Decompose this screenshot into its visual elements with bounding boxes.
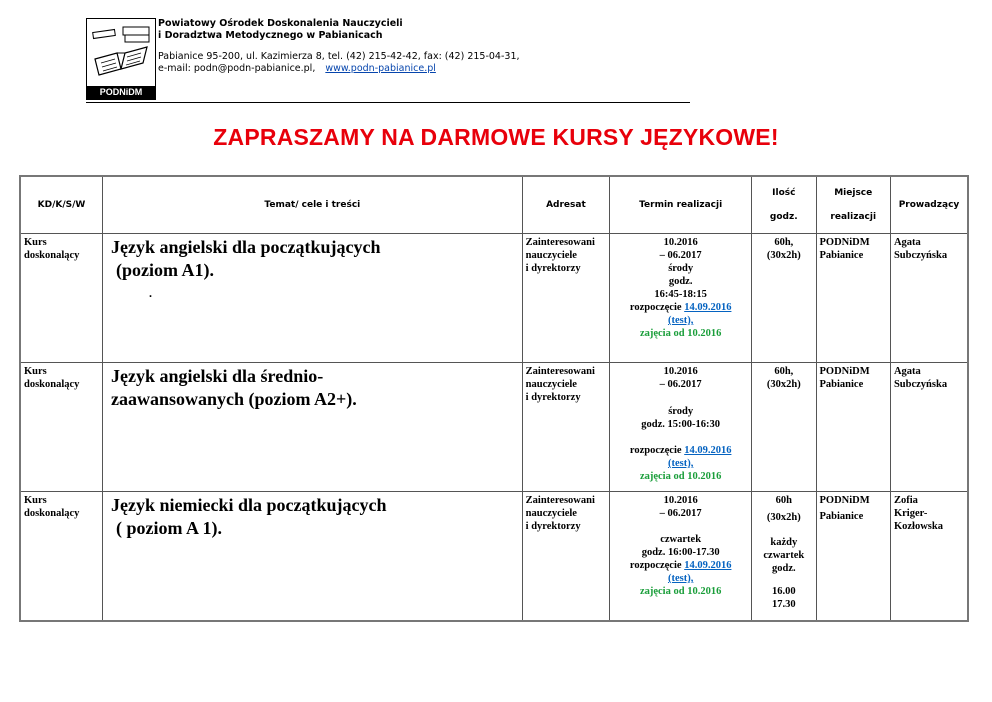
course-hours: 60h, (30x2h) (752, 234, 816, 363)
test-link[interactable]: (test), (667, 458, 694, 469)
table-header-row (20, 176, 968, 234)
header-type: KD/K/S/W (20, 176, 103, 234)
organization-info (158, 18, 520, 75)
course-schedule: 10.2016 – 06.2017 środy godz. 15:00-16:30 rozpoczęcie 14.09.2016 (test), zajęcia od 10.2016 (610, 363, 752, 492)
course-teacher: Agata Subczyńska (890, 234, 968, 363)
course-place: PODNiDM Pabianice (816, 492, 890, 622)
header-teacher: Prowadzący (890, 176, 968, 234)
table-row (20, 363, 968, 492)
course-teacher: Agata Subczyńska (890, 363, 968, 492)
course-schedule: 10.2016 – 06.2017 środy godz. 16:45-18:15 rozpoczęcie 14.09.2016 (test), zajęcia od 10.2016 (610, 234, 752, 363)
header-place: Miejsce realizacji (816, 176, 890, 234)
course-place: PODNiDM Pabianice (816, 234, 890, 363)
course-audience: Zainteresowani nauczyciele i dyrektorzy (522, 234, 610, 363)
course-topic: Język niemiecki dla początkujących ( poziom A 1). (103, 492, 523, 622)
course-place: PODNiDM Pabianice (816, 363, 890, 492)
courses-table (19, 175, 969, 622)
course-topic: Język angielski dla średnio- zaawansowanych (poziom A2+). (103, 363, 523, 492)
letterhead (86, 18, 690, 103)
start-date-link[interactable]: 14.09.2016 (684, 445, 732, 456)
page-title: ZAPRASZAMY NA DARMOWE KURSY JĘZYKOWE! (213, 124, 779, 150)
start-date-link[interactable]: 14.09.2016 (684, 302, 732, 313)
course-type: Kurs doskonalący (20, 363, 103, 492)
course-hours: 60h, (30x2h) (752, 363, 816, 492)
test-link[interactable]: (test), (667, 315, 694, 326)
course-topic: Język angielski dla początkujących (poziom A1). . (103, 234, 523, 363)
org-name-line1: Powiatowy Ośrodek Doskonalenia Nauczycieli (158, 18, 403, 29)
course-audience: Zainteresowani nauczyciele i dyrektorzy (522, 492, 610, 622)
course-type: Kurs doskonalący (20, 234, 103, 363)
course-teacher: Zofia Kriger- Kozłowska (890, 492, 968, 622)
table-row (20, 234, 968, 363)
header-audience: Adresat (522, 176, 610, 234)
open-book-icon (87, 19, 155, 85)
logo (86, 18, 156, 100)
org-address: Pabianice 95-200, ul. Kazimierza 8, tel. (42) 215-42-42, fax: (42) 215-04-31, (158, 51, 520, 62)
test-link[interactable]: (test), (667, 573, 694, 584)
course-schedule: 10.2016 – 06.2017 czwartek godz. 16:00-17.30 rozpoczęcie 14.09.2016 (test), zajęcia od 10.2016 (610, 492, 752, 622)
org-name-line2: i Doradztwa Metodycznego w Pabianicach (158, 30, 383, 41)
header-hours: Ilość godz. (752, 176, 816, 234)
header-schedule: Termin realizacji (610, 176, 752, 234)
table-row (20, 492, 968, 622)
org-email: e-mail: podn@podn-pabianice.pl, (158, 63, 316, 74)
logo-label: PODNiDM (87, 86, 155, 99)
course-type: Kurs doskonalący (20, 492, 103, 622)
website-link[interactable]: www.podn-pabianice.pl (325, 63, 436, 74)
course-audience: Zainteresowani nauczyciele i dyrektorzy (522, 363, 610, 492)
start-date-link[interactable]: 14.09.2016 (684, 560, 732, 571)
course-hours: 60h (30x2h) każdy czwartek godz. 16.00 17.30 (752, 492, 816, 622)
header-topic: Temat/ cele i treści (103, 176, 523, 234)
